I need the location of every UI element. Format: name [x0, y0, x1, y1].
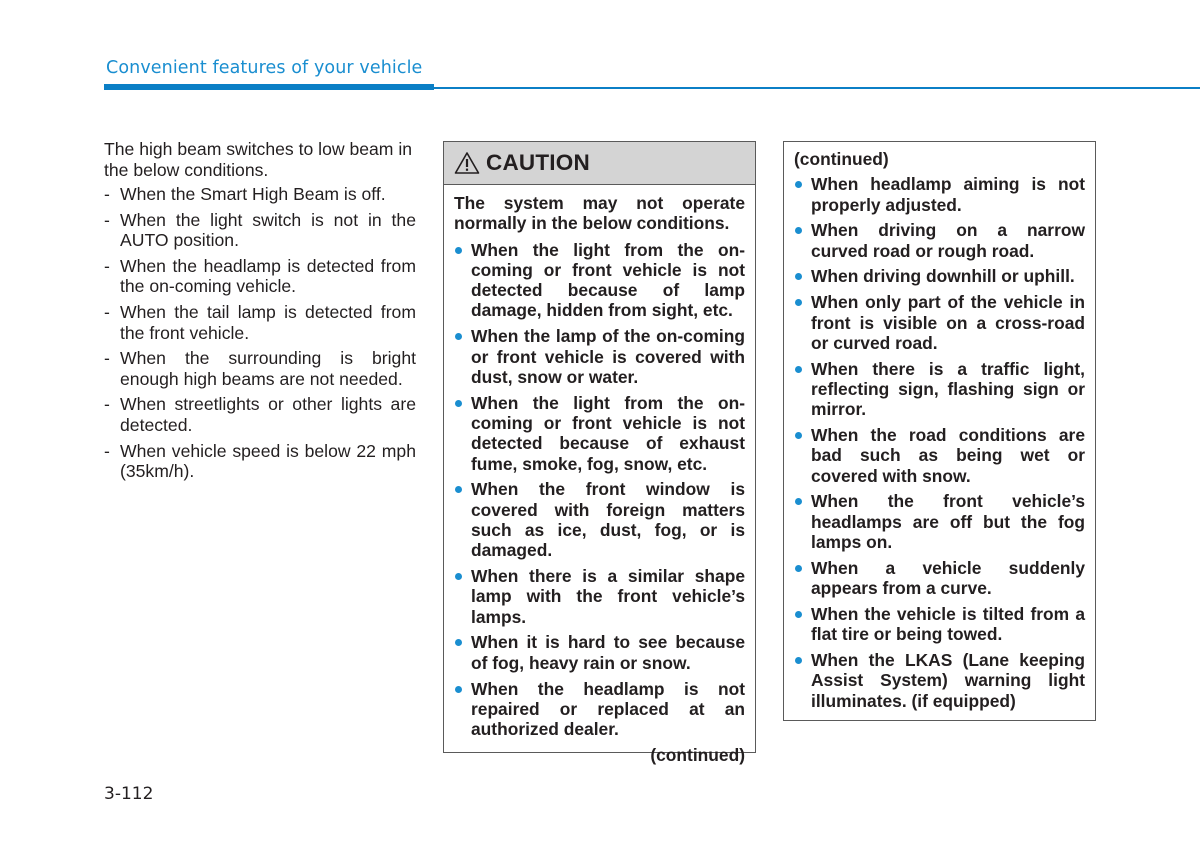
list-item: - When the headlamp is detected from the on-coming vehicle. — [104, 255, 416, 297]
section-rule-thin — [434, 87, 1200, 89]
list-item: - When the Smart High Beam is off. — [104, 184, 386, 204]
warning-triangle-icon — [454, 151, 480, 175]
list-item: When the front window is covered with foreign matters such as ice, dust, fog, or is damaged. — [454, 479, 745, 560]
section-title: Convenient features of your vehicle — [106, 58, 423, 78]
list-item: When the front vehicle’s headlamps are off but the fog lamps on. — [794, 491, 1085, 552]
condition-list — [104, 184, 416, 482]
continued-label: (continued) — [650, 744, 745, 765]
list-item: When headlamp aiming is not properly adjusted. — [794, 174, 1085, 215]
section-rule-thick — [104, 84, 434, 90]
continued-bullet-list — [794, 174, 1085, 711]
list-item: When a vehicle suddenly appears from a curve. — [794, 558, 1085, 599]
caution-box — [443, 141, 756, 765]
page-number: 3-112 — [104, 784, 154, 804]
list-item: When the light from the on-coming or front vehicle is not detected because of lamp damage, hidden from sight, etc. — [454, 240, 745, 321]
list-item: When there is a similar shape lamp with the front vehicle’s lamps. — [454, 566, 745, 627]
left-column — [104, 139, 416, 487]
caution-bullet-list — [454, 240, 745, 740]
caution-lead: The system may not operate normally in the below conditions. — [454, 193, 745, 234]
list-item: When it is hard to see because of fog, heavy rain or snow. — [454, 632, 745, 673]
caution-header — [444, 142, 755, 185]
list-item: When the headlamp is not repaired or replaced at an authorized dealer. — [454, 679, 745, 740]
list-item: - When the tail lamp is detected from the front vehicle. — [104, 302, 416, 343]
list-item: When the light from the on-coming or front vehicle is not detected because of exhaust fume, smoke, fog, snow, etc. — [454, 393, 745, 474]
list-item: When driving on a narrow curved road or rough road. — [794, 220, 1085, 261]
list-item: When the vehicle is tilted from a flat tire or being towed. — [794, 604, 1085, 645]
continued-label: (continued) — [794, 149, 889, 169]
list-item: When only part of the vehicle in front is visible on a cross-road or curved road. — [794, 292, 1085, 353]
list-item: When the lamp of the on-coming or front vehicle is covered with dust, snow or water. — [454, 326, 745, 387]
list-item: When driving downhill or uphill. — [794, 266, 1085, 286]
list-item: When the road conditions are bad such as being wet or covered with snow. — [794, 425, 1085, 486]
list-item: When there is a traffic light, reflecting sign, flashing sign or mirror. — [794, 359, 1085, 420]
list-item: When the LKAS (Lane keeping Assist System) warning light illuminates. (if equipped) — [794, 650, 1085, 711]
list-item: - When the light switch is not in the AUTO position. — [104, 209, 416, 251]
list-item: - When vehicle speed is below 22 mph (35km/h). — [104, 440, 416, 482]
continued-caution-box — [783, 141, 1096, 721]
list-item: - When the surrounding is bright enough high beams are not needed. — [104, 348, 416, 389]
list-item: - When streetlights or other lights are detected. — [104, 394, 416, 435]
intro-text: The high beam switches to low beam in the below conditions. — [104, 139, 413, 180]
caution-title: CAUTION — [486, 149, 590, 175]
